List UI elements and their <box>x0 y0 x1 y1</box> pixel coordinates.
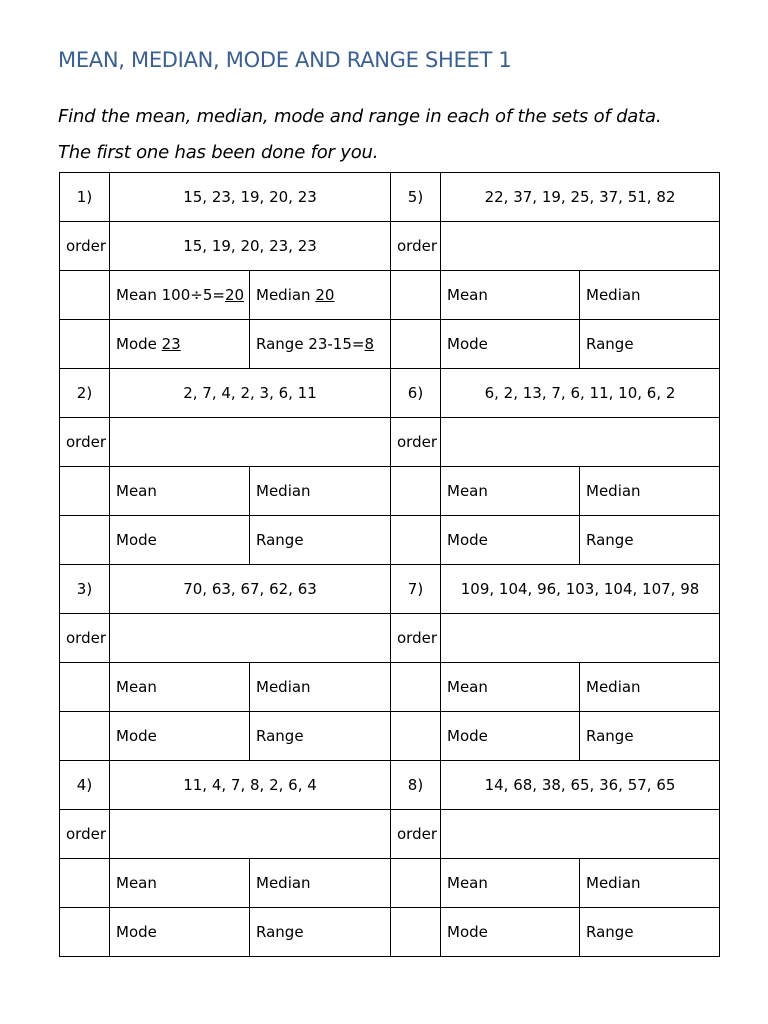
problem-number: 3) <box>60 565 110 614</box>
mean-label: Mean 100÷5= <box>116 286 225 304</box>
order-answer[interactable] <box>441 810 720 859</box>
order-label: order <box>60 614 110 663</box>
range-label: Range 23-15= <box>256 335 365 353</box>
median-cell[interactable]: Median <box>580 271 720 320</box>
order-label: order <box>60 810 110 859</box>
order-answer[interactable]: 15, 19, 20, 23, 23 <box>110 222 391 271</box>
median-cell[interactable]: Median <box>250 467 391 516</box>
mode-answer: 23 <box>161 335 181 353</box>
mean-median-row <box>60 271 720 320</box>
order-answer[interactable] <box>110 614 391 663</box>
blank-cell <box>391 908 441 957</box>
mode-cell[interactable]: Mode <box>441 320 580 369</box>
instruction-line-1: Find the mean, median, mode and range in each of the sets of data. <box>58 106 662 127</box>
mode-cell[interactable]: Mode <box>110 516 250 565</box>
blank-cell <box>391 516 441 565</box>
median-cell[interactable]: Median <box>250 663 391 712</box>
median-cell[interactable]: Median <box>580 663 720 712</box>
range-cell[interactable]: Range <box>580 516 720 565</box>
order-row <box>60 418 720 467</box>
problem-number: 2) <box>60 369 110 418</box>
mean-cell[interactable]: Mean <box>110 467 250 516</box>
range-cell[interactable] <box>250 320 391 369</box>
mean-median-row <box>60 467 720 516</box>
blank-cell <box>60 320 110 369</box>
order-label: order <box>391 418 441 467</box>
blank-cell <box>60 859 110 908</box>
problem-number: 8) <box>391 761 441 810</box>
median-answer: 20 <box>315 286 335 304</box>
range-cell[interactable]: Range <box>580 712 720 761</box>
order-label: order <box>391 810 441 859</box>
order-label: order <box>391 222 441 271</box>
mean-cell[interactable]: Mean <box>441 467 580 516</box>
median-cell[interactable]: Median <box>580 467 720 516</box>
problem-row <box>60 761 720 810</box>
range-cell[interactable]: Range <box>250 516 391 565</box>
range-cell[interactable]: Range <box>580 908 720 957</box>
mean-cell[interactable]: Mean <box>441 271 580 320</box>
mean-median-row <box>60 663 720 712</box>
blank-cell <box>60 516 110 565</box>
mean-cell[interactable]: Mean <box>110 859 250 908</box>
problem-row <box>60 369 720 418</box>
order-label: order <box>60 418 110 467</box>
median-cell[interactable]: Median <box>250 859 391 908</box>
blank-cell <box>391 663 441 712</box>
mode-cell[interactable] <box>110 320 250 369</box>
data-set: 70, 63, 67, 62, 63 <box>110 565 391 614</box>
median-cell[interactable] <box>250 271 391 320</box>
order-answer[interactable] <box>110 418 391 467</box>
data-set: 109, 104, 96, 103, 104, 107, 98 <box>441 565 720 614</box>
range-answer: 8 <box>364 335 375 353</box>
data-set: 2, 7, 4, 2, 3, 6, 11 <box>110 369 391 418</box>
problem-number: 1) <box>60 173 110 222</box>
blank-cell <box>60 712 110 761</box>
blank-cell <box>391 320 441 369</box>
order-answer[interactable] <box>441 418 720 467</box>
median-label: Median <box>256 286 316 304</box>
data-set: 14, 68, 38, 65, 36, 57, 65 <box>441 761 720 810</box>
blank-cell <box>60 908 110 957</box>
worksheet-table <box>59 172 720 957</box>
problem-number: 4) <box>60 761 110 810</box>
problem-number: 7) <box>391 565 441 614</box>
data-set: 6, 2, 13, 7, 6, 11, 10, 6, 2 <box>441 369 720 418</box>
mean-cell[interactable]: Mean <box>110 663 250 712</box>
mean-cell[interactable] <box>110 271 250 320</box>
data-set: 22, 37, 19, 25, 37, 51, 82 <box>441 173 720 222</box>
blank-cell <box>391 271 441 320</box>
order-row <box>60 222 720 271</box>
mean-cell[interactable]: Mean <box>441 859 580 908</box>
problem-number: 5) <box>391 173 441 222</box>
mode-label: Mode <box>116 335 162 353</box>
problem-row <box>60 173 720 222</box>
problem-row <box>60 565 720 614</box>
data-set: 11, 4, 7, 8, 2, 6, 4 <box>110 761 391 810</box>
order-row <box>60 810 720 859</box>
order-row <box>60 614 720 663</box>
mean-answer: 20 <box>224 286 245 304</box>
mode-cell[interactable]: Mode <box>441 712 580 761</box>
page-title: MEAN, MEDIAN, MODE AND RANGE SHEET 1 <box>58 48 512 72</box>
blank-cell <box>391 467 441 516</box>
mode-cell[interactable]: Mode <box>110 712 250 761</box>
order-answer[interactable] <box>110 810 391 859</box>
mode-range-row <box>60 320 720 369</box>
range-cell[interactable]: Range <box>250 712 391 761</box>
mean-cell[interactable]: Mean <box>441 663 580 712</box>
instruction-line-2: The first one has been done for you. <box>58 142 379 163</box>
mode-range-row <box>60 908 720 957</box>
order-label: order <box>391 614 441 663</box>
blank-cell <box>60 271 110 320</box>
problem-number: 6) <box>391 369 441 418</box>
order-label: order <box>60 222 110 271</box>
median-cell[interactable]: Median <box>580 859 720 908</box>
mode-cell[interactable]: Mode <box>441 908 580 957</box>
mode-cell[interactable]: Mode <box>441 516 580 565</box>
blank-cell <box>60 467 110 516</box>
order-answer[interactable] <box>441 222 720 271</box>
mode-range-row <box>60 712 720 761</box>
data-set: 15, 23, 19, 20, 23 <box>110 173 391 222</box>
mode-range-row <box>60 516 720 565</box>
mode-cell[interactable]: Mode <box>110 908 250 957</box>
mean-median-row <box>60 859 720 908</box>
order-answer[interactable] <box>441 614 720 663</box>
blank-cell <box>391 859 441 908</box>
blank-cell <box>391 712 441 761</box>
range-cell[interactable]: Range <box>250 908 391 957</box>
blank-cell <box>60 663 110 712</box>
range-cell[interactable]: Range <box>580 320 720 369</box>
